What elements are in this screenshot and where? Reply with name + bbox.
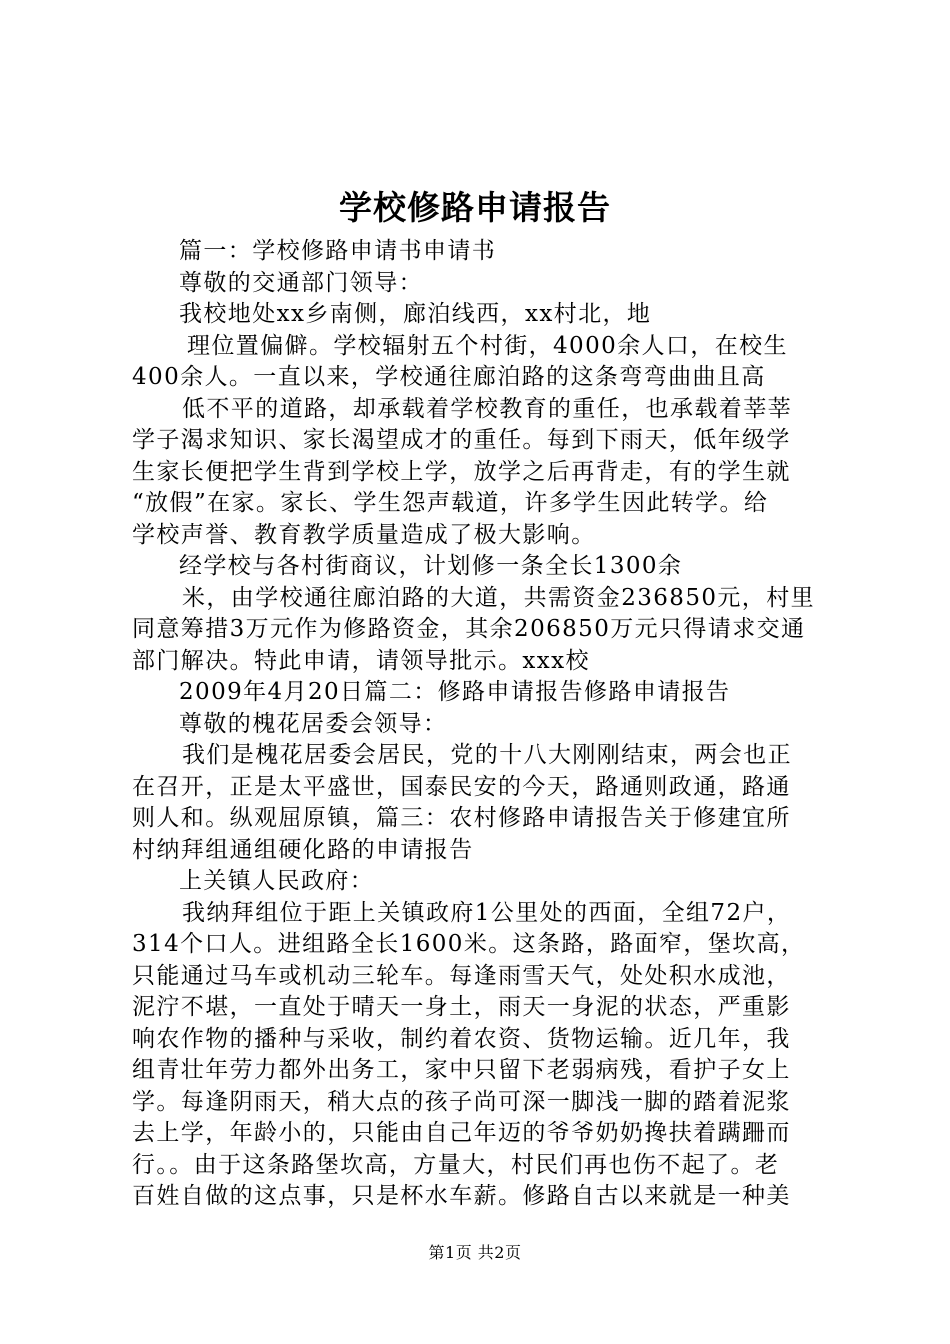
body-line: 尊敬的槐花居委会领导： [179,710,448,737]
body-line: 生家长便把学生背到学校上学，放学之后再背走，有的学生就 [132,458,791,485]
body-line: 我校地处xx乡南侧，廊泊线西，xx村北，地 [179,301,652,327]
body-line: 百姓自做的这点事，只是杯水车薪。修路自古以来就是一种美 [132,1183,791,1209]
body-line: 经学校与各村街商议，计划修一条全长1300余 [179,553,683,579]
body-line: 泥泞不堪，一直处于晴天一身土，雨天一身泥的状态，严重影 [132,994,791,1020]
body-line: 在召开，正是太平盛世，国泰民安的今天，路通则政通，路通 [132,773,791,800]
body-line: 只能通过马车或机动三轮车。每逢雨雪天气，处处积水成池， [132,962,791,989]
body-line: 则人和。纵观屈原镇，篇三：农村修路申请报告关于修建宜所 [132,805,791,831]
body-line: 去上学，年龄小的，只能由自己年迈的爷爷奶奶搀扶着蹒跚而 [132,1120,791,1146]
body-line: 我们是槐花居委会居民，党的十八大刚刚结束，两会也正 [182,742,792,768]
body-line: 村纳拜组通组硬化路的申请报告 [132,836,474,863]
body-line: 部门解决。特此申请，请领导批示。xxx校 [132,647,590,674]
body-line: 行。。由于这条路堡坎高，方量大，村民们再也伤不起了。老 [132,1151,780,1178]
body-line: 篇一：学校修路申请书申请书 [179,238,497,264]
body-line: 学子渴求知识、家长渴望成才的重任。每到下雨天，低年级学 [132,427,791,453]
body-line: 学。每逢阴雨天，稍大点的孩子尚可深一脚浅一脚的踏着泥浆 [132,1088,791,1115]
body-line: 尊敬的交通部门领导： [179,269,423,296]
body-line: 314个口人。进组路全长1600米。这条路，路面窄，堡坎高， [132,931,806,957]
body-line: “放假”在家。家长、学生怨声载道，许多学生因此转学。给 [132,490,769,516]
document-body [132,236,832,1213]
body-line: 我纳拜组位于距上关镇政府1公里处的西面，全组72户， [182,899,792,926]
page-footer: 第1页 共2页 [428,1243,522,1262]
body-line: 2009年4月20日篇二：修路申请报告修路申请报告 [179,679,731,705]
body-line: 组青壮年劳力都外出务工，家中只留下老弱病残，看护子女上 [132,1057,791,1083]
body-line: 理位置偏僻。学校辐射五个村街，4000余人口，在校生 [187,332,788,359]
body-line: 米，由学校通往廊泊路的大道，共需资金236850元，村里 [182,584,815,611]
body-line: 同意筹措3万元作为修路资金，其余206850万元只得请求交通 [132,616,806,642]
body-line: 低不平的道路，却承载着学校教育的重任，也承载着莘莘 [182,395,792,422]
body-line: 上关镇人民政府： [179,868,375,894]
document-title: 学校修路申请报告 [339,188,611,227]
body-line: 学校声誉、教育教学质量造成了极大影响。 [132,521,596,548]
body-line: 400余人。一直以来，学校通往廊泊路的这条弯弯曲曲且高 [132,364,766,390]
body-line: 响农作物的播种与采收，制约着农资、货物运输。近几年，我 [132,1025,791,1052]
